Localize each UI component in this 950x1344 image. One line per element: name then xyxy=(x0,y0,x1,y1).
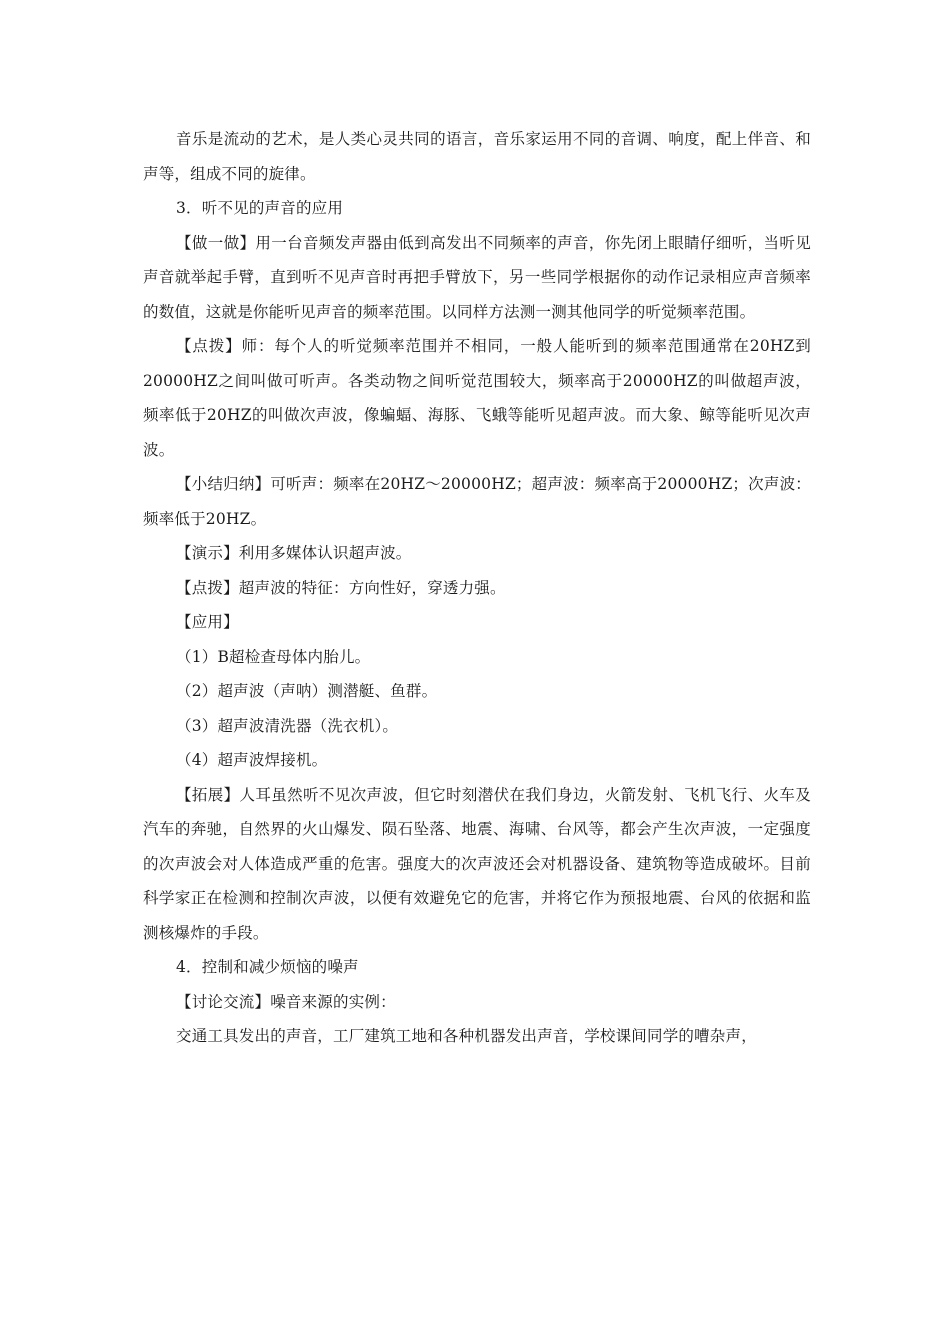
paragraph-summary: 【小结归纳】可听声：频率在20HZ～20000HZ；超声波：频率高于20000HZ；次声波：频率低于20HZ。 xyxy=(143,475,811,528)
paragraph-demo: 【演示】利用多媒体认识超声波。 xyxy=(176,544,412,562)
document-body xyxy=(143,122,811,1054)
paragraph-noise-examples: 交通工具发出的声音，工厂建筑工地和各种机器发出声音，学校课间同学的嘈杂声， xyxy=(176,1027,757,1045)
paragraph-music-art: 音乐是流动的艺术，是人类心灵共同的语言，音乐家运用不同的音调、响度，配上伴音、和声等，组成不同的旋律。 xyxy=(143,130,811,183)
paragraph-activity: 【做一做】用一台音频发声器由低到高发出不同频率的声音，你先闭上眼睛仔细听，当听见声音就举起手臂，直到听不见声音时再把手臂放下，另一些同学根据你的动作记录相应声音频率的数值，这就是你能听见声音的频率范围。以同样方法测一测其他同学的听觉频率范围。 xyxy=(143,233,811,321)
section-heading-noise-control: 4．控制和减少烦恼的噪声 xyxy=(176,958,359,976)
list-item: （4）超声波焊接机。 xyxy=(176,751,328,769)
paragraph-guidance-frequency: 【点拨】师：每个人的听觉频率范围并不相同，一般人能听到的频率范围通常在20HZ到20000HZ之间叫做可听声。各类动物之间听觉范围较大，频率高于20000HZ的叫做超声波，频率低于20HZ的叫做次声波，像蝙蝠、海豚、飞蛾等能听见超声波。而大象、鲸等能听见次声波。 xyxy=(143,337,811,459)
section-heading-inaudible-sound: 3．听不见的声音的应用 xyxy=(176,199,344,217)
paragraph-applications-heading: 【应用】 xyxy=(176,613,239,631)
list-item: （3）超声波清洗器（洗衣机）。 xyxy=(176,716,399,735)
list-item: （1）B超检查母体内胎儿。 xyxy=(176,647,371,666)
list-item: （2）超声波（声呐）测潜艇、鱼群。 xyxy=(176,682,438,700)
paragraph-ultrasound-features: 【点拨】超声波的特征：方向性好，穿透力强。 xyxy=(176,578,506,597)
paragraph-extension-infrasound: 【拓展】人耳虽然听不见次声波，但它时刻潜伏在我们身边，火箭发射、飞机飞行、火车及汽车的奔驰，自然界的火山爆发、陨石坠落、地震、海啸、台风等，都会产生次声波，一定强度的次声波会对人体造成严重的危害。强度大的次声波还会对机器设备、建筑物等造成破坏。目前科学家正在检测和控制次声波，以便有效避免它的危害，并将它作为预报地震、台风的依据和监测核爆炸的手段。 xyxy=(143,785,811,942)
paragraph-discussion: 【讨论交流】噪音来源的实例： xyxy=(176,992,396,1011)
